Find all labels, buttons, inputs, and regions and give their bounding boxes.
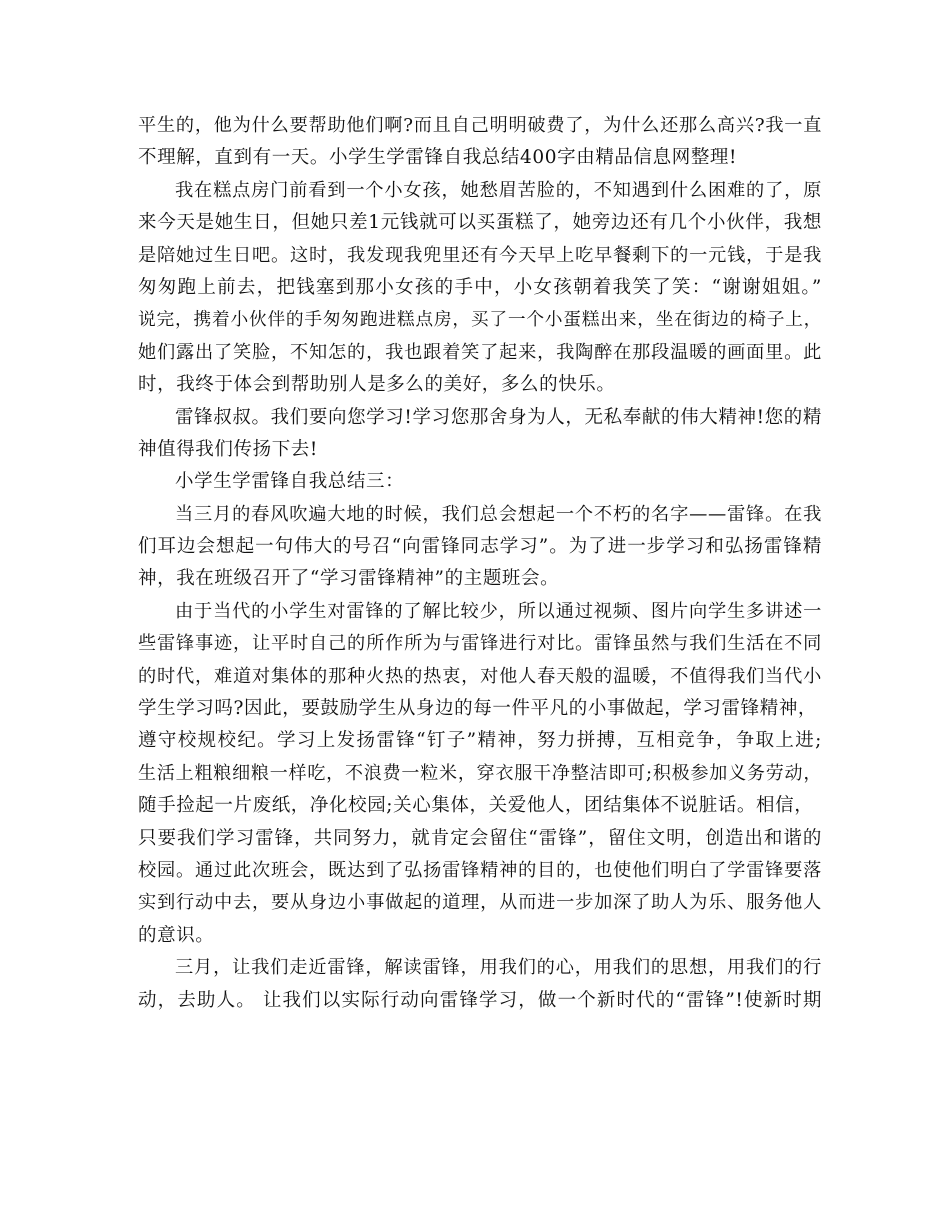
paragraph-first-line: 由于当代的小学生对雷锋的了解比较少，所以通过视频、图片向学生多讲述一 xyxy=(175,600,822,622)
text-line: 实到行动中去，要从身边小事做起的道理，从而进一步加深了助人为乐、服务他人 xyxy=(138,892,822,914)
text-line: 时，我终于体会到帮助别人是多么的美好，多么的快乐。 xyxy=(138,374,616,396)
text-line: 些雷锋事迹，让平时自己的所作所为与雷锋进行对比。雷锋虽然与我们生活在不同 xyxy=(138,633,822,655)
paragraph-first-line: 三月，让我们走近雷锋，解读雷锋，用我们的心，用我们的思想，用我们的行 xyxy=(175,957,822,979)
text-line: 遵守校规校纪。学习上发扬雷锋“钉子”精神，努力拼搏，互相竞争，争取上进; xyxy=(138,730,822,752)
text-line: 生活上粗粮细粮一样吃，不浪费一粒米，穿衣服干净整洁即可;积极参加义务劳动， xyxy=(138,762,822,784)
section-heading: 小学生学雷锋自我总结三： xyxy=(175,471,405,493)
text-line: 是陪她过生日吧。这时，我发现我兜里还有今天早上吃早餐剩下的一元钱，于是我 xyxy=(138,244,822,266)
text-line: 说完，携着小伙伴的手匆匆跑进糕点房，买了一个小蛋糕出来，坐在街边的椅子上， xyxy=(138,310,822,331)
text-line: 的时代，难道对集体的那种火热的热衷，对他人春天般的温暖，不值得我们当代小 xyxy=(138,665,822,687)
paragraph-first-line: 雷锋叔叔。我们要向您学习!学习您那舍身为人，无私奉献的伟大精神!您的精 xyxy=(175,406,822,428)
text-line: 随手捡起一片废纸，净化校园;关心集体，关爱他人，团结集体不说脏话。相信， xyxy=(138,795,814,817)
paragraph-first-line: 当三月的春风吹遍大地的时候，我们总会想起一个不朽的名字——雷锋。在我 xyxy=(175,503,822,525)
text-line: 神值得我们传扬下去! xyxy=(138,438,318,460)
text-line: 动，去助人。 让我们以实际行动向雷锋学习，做一个新时代的“雷锋”!使新时期 xyxy=(138,989,822,1011)
text-line: 校园。通过此次班会，既达到了弘扬雷锋精神的目的，也使他们明白了学雷锋要落 xyxy=(138,859,822,881)
text-line: 们耳边会想起一句伟大的号召“向雷锋同志学习”。为了进一步学习和弘扬雷锋精 xyxy=(138,536,822,558)
text-line: 的意识。 xyxy=(138,924,215,946)
text-line: 学生学习吗?因此，要鼓励学生从身边的每一件平凡的小事做起，学习雷锋精神， xyxy=(138,698,818,720)
paragraph-first-line: 我在糕点房门前看到一个小女孩，她愁眉苦脸的，不知遇到什么困难的了，原 xyxy=(175,179,822,201)
text-line: 来今天是她生日，但她只差1元钱就可以买蛋糕了，她旁边还有几个小伙伴，我想 xyxy=(138,212,822,234)
document-page xyxy=(138,110,822,1017)
text-line: 只要我们学习雷锋，共同努力，就肯定会留住“雷锋”，留住文明，创造出和谐的 xyxy=(138,827,822,849)
text-line: 神，我在班级召开了“学习雷锋精神”的主题班会。 xyxy=(138,568,560,590)
text-line: 平生的，他为什么要帮助他们啊?而且自己明明破费了，为什么还那么高兴?我一直 xyxy=(138,115,822,136)
text-line: 她们露出了笑脸，不知怎的，我也跟着笑了起来，我陶醉在那段温暖的画面里。此 xyxy=(138,341,822,363)
text-line: 不理解，直到有一天。小学生学雷锋自我总结400字由精品信息网整理! xyxy=(138,147,738,169)
text-line: 匆匆跑上前去，把钱塞到那小女孩的手中，小女孩朝着我笑了笑：“谢谢姐姐。” xyxy=(138,276,822,298)
